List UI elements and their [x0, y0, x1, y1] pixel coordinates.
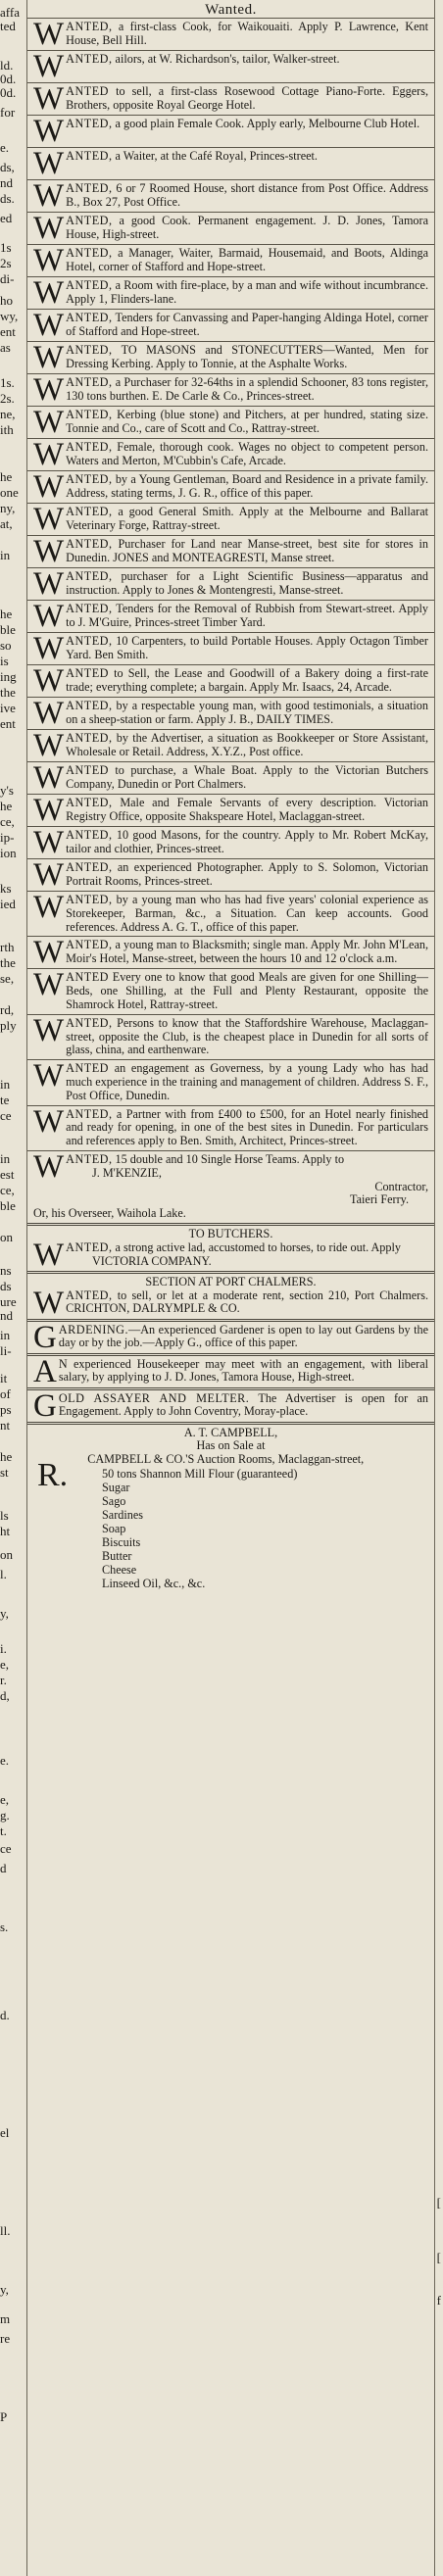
fragment-text: ks: [0, 881, 12, 896]
fragment-text: g.: [0, 1808, 10, 1823]
fragment-text: ho: [0, 293, 13, 308]
list-item: Sago: [102, 1493, 126, 1508]
drop-cap: W: [33, 567, 65, 600]
fragment-text: ce,: [0, 1183, 15, 1197]
wanted-ad: WANTED, Kerbing (blue stone) and Pitchers, at per hundred, stating size. Tonnie and Co., care of Scott and Co., Rattray-street.: [27, 406, 434, 438]
wanted-ad: WANTED, TO MASONS and STONECUTTERS—Wanted, Men for Dressing Kerbing. Apply to Tonnie, at the Asphalte Works.: [27, 341, 434, 373]
drop-cap: W: [33, 794, 65, 826]
fragment-text: at,: [0, 516, 13, 531]
fragment-text: y,: [0, 1606, 9, 1621]
fragment-text: nd: [0, 1308, 13, 1323]
fragment-text: ce: [0, 1108, 12, 1123]
fragment-text: f: [436, 2293, 441, 2308]
fragment-text: ds.: [0, 191, 15, 206]
wanted-ad: WANTED to sell, a first-class Rosewood Cottage Piano-Forte. Eggers, Brothers, opposite Royal George Hotel.: [27, 82, 434, 115]
fragment-text: ce,: [0, 814, 15, 829]
fragment-text: se,: [0, 971, 15, 986]
fragment-text: rth: [0, 940, 15, 954]
fragment-text: ls: [0, 1508, 9, 1523]
drop-cap: W: [33, 115, 65, 147]
fragment-text: e.: [0, 140, 10, 155]
fragment-text: di-: [0, 271, 15, 286]
fragment-text: ny,: [0, 501, 16, 515]
fragment-text: P: [0, 2409, 8, 2424]
fragment-text: ps: [0, 1402, 12, 1417]
list-item: Sardines: [102, 1507, 143, 1522]
list-item: Sugar: [102, 1480, 130, 1494]
drop-cap: W: [33, 244, 65, 276]
fragment-text: for: [0, 105, 16, 120]
wanted-ad: WANTED, 6 or 7 Roomed House, short distance from Post Office. Address B., Box 27, Post Office.: [27, 179, 434, 212]
fragment-text: ns: [0, 1263, 12, 1278]
wanted-ad: WANTED, by a young man who has had five years' colonial experience as Storekeeper, Barman, &c., a Situation. Can keep accounts. Good references. Address A. G. T., office of this paper.: [27, 891, 434, 936]
ad-gardening: GARDENING.—An experienced Gardener is open to lay out Gardens by the day or by the job.—Apply G., office of this paper.: [27, 1319, 434, 1353]
fragment-text: l.: [0, 1567, 7, 1581]
fragment-text: ion: [0, 846, 17, 860]
wanted-ad: WANTED, a young man to Blacksmith; single man. Apply Mr. John M'Lean, Moir's Hotel, Manse-street, between the hours 10 and 12 o'clock a.m.: [27, 936, 434, 968]
fragment-text: li-: [0, 1343, 12, 1358]
drop-cap: W: [33, 309, 65, 341]
wanted-ad: WANTED, by the Advertiser, a situation as Bookkeeper or Store Assistant, Wholesale or Retail. Address, X.Y.Z., Post office.: [27, 729, 434, 761]
fragment-text: is: [0, 654, 9, 668]
wanted-ad: WANTED to Sell, the Lease and Goodwill of a Bakery doing a first-rate trade; everything complete; a bargain. Apply Mr. Isaacs, 24, Arcade.: [27, 664, 434, 697]
drop-cap: W: [33, 212, 65, 244]
drop-cap: W: [33, 18, 65, 50]
fragment-text: the: [0, 685, 16, 700]
drop-cap: W: [33, 50, 65, 82]
fragment-text: el: [0, 2125, 10, 2140]
drop-cap: W: [33, 600, 65, 632]
fragment-text: 0d.: [0, 72, 17, 86]
fragment-text: e.: [0, 1753, 10, 1768]
drop-cap: W: [33, 826, 65, 858]
fragment-text: y,: [0, 2282, 9, 2297]
drop-cap: W: [33, 1104, 65, 1140]
drop-cap: W: [33, 179, 65, 212]
wanted-ad: WANTED Every one to know that good Meals are given for one Shilling—Beds, one Shilling, at the Full and Plenty Restaurant, opposite the Shamrock Hotel, Rattray-street.: [27, 968, 434, 1013]
fragment-text: st: [0, 1465, 9, 1480]
drop-cap: W: [33, 82, 65, 115]
drop-cap: W: [33, 891, 65, 925]
wanted-ad: WANTED, a good General Smith. Apply at the Melbourne and Ballarat Veterinary Forge, Rattray-street.: [27, 503, 434, 535]
drop-cap: W: [33, 664, 65, 697]
fragment-text: ll.: [0, 2223, 11, 2238]
fragment-text: he: [0, 1449, 13, 1464]
fragment-text: nt: [0, 1418, 11, 1433]
fragment-text: wy,: [0, 309, 19, 323]
fragment-text: ht: [0, 1524, 11, 1538]
list-item: Linseed Oil, &c., &c.: [102, 1576, 206, 1590]
drop-cap: W: [33, 373, 65, 406]
fragment-text: ith: [0, 422, 14, 437]
drop-cap: W: [33, 406, 65, 438]
fragment-text: e,: [0, 1792, 10, 1807]
fragment-text: ld.: [0, 58, 14, 73]
drop-cap: W: [33, 1059, 65, 1094]
drop-cap: W: [33, 697, 65, 729]
list-item: Cheese: [102, 1562, 137, 1577]
fragment-text: ted: [0, 19, 16, 33]
section-heading: Wanted.: [205, 2, 257, 18]
fragment-text: ied: [0, 897, 16, 911]
drop-cap: W: [33, 632, 65, 664]
list-item: Biscuits: [102, 1534, 141, 1549]
fragment-text: e,: [0, 1657, 10, 1672]
fragment-text: d: [0, 1861, 7, 1875]
fragment-text: ds: [0, 1279, 12, 1293]
drop-cap: W: [33, 147, 65, 179]
fragment-text: s.: [0, 1920, 9, 1934]
fragment-text: [: [436, 2195, 441, 2210]
fragment-text: r.: [0, 1673, 7, 1687]
fragment-text: in: [0, 1328, 11, 1342]
fragment-text: d,: [0, 1688, 10, 1703]
fragment-text: ne,: [0, 407, 16, 421]
ad-horse-teams: WANTED, 15 double and 10 Single Horse Teams. Apply to J. M'KENZIE, Contractor, Taieri Ferry. Or, his Overseer, Waihola Lake.: [27, 1150, 434, 1223]
wanted-ad: WANTED, a first-class Cook, for Waikouaiti. Apply P. Lawrence, Kent House, Bell Hill.: [27, 18, 434, 50]
fragment-text: he: [0, 469, 13, 484]
drop-cap: W: [33, 858, 65, 891]
list-item: 50 tons Shannon Mill Flour (guaranteed): [102, 1466, 298, 1481]
fragment-text: est: [0, 1167, 15, 1182]
fragment-text: rd,: [0, 1002, 15, 1017]
fragment-text: ing: [0, 669, 17, 684]
wanted-column: [26, 0, 435, 2576]
fragment-text: i.: [0, 1641, 7, 1656]
list-item: Butter: [102, 1548, 132, 1563]
wanted-ad: WANTED, a Manager, Waiter, Barmaid, Housemaid, and Boots, Aldinga Hotel, corner of Stafford and Hope-street.: [27, 244, 434, 276]
fragment-text: of: [0, 1386, 11, 1401]
left-column-fragments: [0, 0, 25, 2576]
wanted-ad: WANTED, purchaser for a Light Scientific Business—apparatus and instruction. Apply to Jones & Montengresti, Manse-street.: [27, 567, 434, 600]
fragment-text: in: [0, 1077, 11, 1092]
wanted-ad: WANTED, 10 Carpenters, to build Portable Houses. Apply Octagon Timber Yard. Ben Smith.: [27, 632, 434, 664]
fragment-text: ive: [0, 701, 16, 715]
wanted-ad: WANTED, a good Cook. Permanent engagement. J. D. Jones, Tamora House, High-street.: [27, 212, 434, 244]
fragment-text: 2s.: [0, 391, 15, 406]
fragment-text: ed: [0, 211, 13, 225]
fragment-text: d.: [0, 2008, 10, 2022]
ad-gold-assayer: GOLD ASSAYER AND MELTER. The Advertiser is open for an Engagement. Apply to John Coventry, Moray-place.: [27, 1387, 434, 1422]
wanted-ad: WANTED, 10 good Masons, for the country. Apply to Mr. Robert McKay, tailor and clothier, Princes-street.: [27, 826, 434, 858]
fragment-text: ip-: [0, 830, 15, 845]
wanted-ad: WANTED, a Waiter, at the Café Royal, Princes-street.: [27, 147, 434, 179]
fragment-text: affa: [0, 5, 20, 20]
fragment-text: ent: [0, 716, 16, 731]
fragment-text: t.: [0, 1823, 7, 1838]
drop-cap: W: [33, 761, 65, 794]
wanted-ad: WANTED, a Room with fire-place, by a man and wife without incumbrance. Apply 1, Flinders-lane.: [27, 276, 434, 309]
wanted-ad: WANTED, ailors, at W. Richardson's, tailor, Walker-street.: [27, 50, 434, 82]
fragment-text: y's: [0, 783, 14, 798]
wanted-ad: WANTED, a good plain Female Cook. Apply early, Melbourne Club Hotel.: [27, 115, 434, 147]
fragment-text: 1s.: [0, 375, 15, 390]
fragment-text: ure: [0, 1294, 17, 1309]
ad-housekeeper: A N experienced Housekeeper may meet with an engagement, with liberal salary, by applying to J. D. Jones, Tamora House, High-street.: [27, 1353, 434, 1387]
drop-cap: W: [33, 936, 65, 969]
fragment-text: the: [0, 955, 16, 970]
drop-cap: W: [33, 1013, 65, 1048]
wanted-ad: WANTED, Tenders for the Removal of Rubbish from Stewart-street. Apply to J. M'Guire, Princes-street Timber Yard.: [27, 600, 434, 632]
drop-cap: W: [33, 503, 65, 535]
ad-section-port-chalmers: SECTION AT PORT CHALMERS. W ANTED, to sell, or let at a moderate rent, section 210, Port Chalmers. CRICHTON, DALRYMPLE & CO.: [27, 1271, 434, 1319]
wanted-ad: WANTED, an experienced Photographer. Apply to S. Solomon, Victorian Portrait Rooms, Princes-street.: [27, 858, 434, 891]
fragment-text: it: [0, 1371, 8, 1385]
drop-cap: W: [33, 470, 65, 503]
wanted-ad: WANTED, by a respectable young man, with good testimonials, a situation on a sheep-station or farm. Apply J. B., DAILY TIMES.: [27, 697, 434, 729]
fragment-text: ent: [0, 324, 16, 339]
fragment-text: re: [0, 2331, 11, 2346]
drop-cap: W: [33, 438, 65, 470]
fragment-text: ble: [0, 622, 16, 637]
drop-cap: W: [33, 729, 65, 761]
wanted-ad: WANTED, Tenders for Canvassing and Paper-hanging Aldinga Hotel, corner of Stafford and Hope-street.: [27, 309, 434, 341]
fragment-text: m: [0, 2311, 11, 2326]
fragment-text: [: [436, 2250, 441, 2264]
fragment-text: 0d.: [0, 85, 17, 100]
ad-campbell: A. T. CAMPBELL, Has on Sale at R. CAMPBELL & CO.'S Auction Rooms, Maclaggan-street, 50 tons Shannon Mill Flour (guaranteed) Sugar Sago Sardines Soap Biscuits Butter Cheese Linseed Oil, &c., &c.: [27, 1422, 434, 1592]
wanted-ad: WANTED, Persons to know that the Staffordshire Warehouse, Maclaggan-street, opposite the Club, is the cheapest place in Dunedin for all sorts of glass, china, and earthenware.: [27, 1014, 434, 1059]
drop-cap: W: [33, 968, 65, 1003]
list-item: Soap: [102, 1521, 126, 1535]
big-r-initial: R.: [37, 1457, 69, 1494]
fragment-text: ce: [0, 1841, 12, 1856]
campbell-items: [33, 1467, 428, 1590]
drop-cap: W: [33, 535, 65, 567]
wanted-ad: WANTED an engagement as Governess, by a young Lady who has had much experience in the training and management of children. Address S. F., Post Office, Dunedin.: [27, 1059, 434, 1104]
fragment-text: so: [0, 638, 12, 653]
wanted-ad: WANTED, Male and Female Servants of every description. Victorian Registry Office, opposite Shakspeare Hotel, Maclaggan-street.: [27, 794, 434, 826]
fragment-text: ble: [0, 1198, 16, 1213]
fragment-text: 1s: [0, 240, 12, 255]
drop-cap: W: [33, 276, 65, 309]
fragment-text: on: [0, 1230, 13, 1244]
ad-to-butchers: TO BUTCHERS. W ANTED, a strong active lad, accustomed to horses, to ride out. Apply VICTORIA COMPANY.: [27, 1223, 434, 1271]
wanted-ad: WANTED, Female, thorough cook. Wages no object to competent person. Waters and Merton, M'Cubbin's Cafe, Arcade.: [27, 438, 434, 470]
fragment-text: te: [0, 1093, 10, 1107]
fragment-text: nd: [0, 175, 13, 190]
fragment-text: ds,: [0, 160, 15, 174]
fragment-text: ply: [0, 1018, 17, 1033]
fragment-text: as: [0, 340, 11, 355]
wanted-ad: WANTED, a Partner with from £400 to £500, for an Hotel nearly finished and ready for opening, in one of the best sites in Dunedin. For particulars and references apply to Ben. Smith, Architect, Princes-street.: [27, 1105, 434, 1150]
ads-list: [27, 18, 434, 1150]
fragment-text: in: [0, 548, 11, 562]
fragment-text: in: [0, 1151, 11, 1166]
fragment-text: one: [0, 485, 19, 500]
wanted-ad: WANTED, Purchaser for Land near Manse-street, best site for stores in Dunedin. JONES and MONTEAGRESTI, Manse street.: [27, 535, 434, 567]
drop-cap: W: [33, 341, 65, 373]
fragment-text: he: [0, 607, 13, 621]
fragment-text: he: [0, 799, 13, 813]
fragment-text: on: [0, 1547, 13, 1562]
wanted-ad: WANTED to purchase, a Whale Boat. Apply to the Victorian Butchers Company, Dunedin or Port Chalmers.: [27, 761, 434, 794]
wanted-ad: WANTED, by a Young Gentleman, Board and Residence in a private family. Address, stating terms, J. G. R., office of this paper.: [27, 470, 434, 503]
fragment-text: 2s: [0, 256, 12, 270]
wanted-ad: WANTED, a Purchaser for 32-64ths in a splendid Schooner, 83 tons register, 130 tons burthen. E. De Carle & Co., Princes-street.: [27, 373, 434, 406]
